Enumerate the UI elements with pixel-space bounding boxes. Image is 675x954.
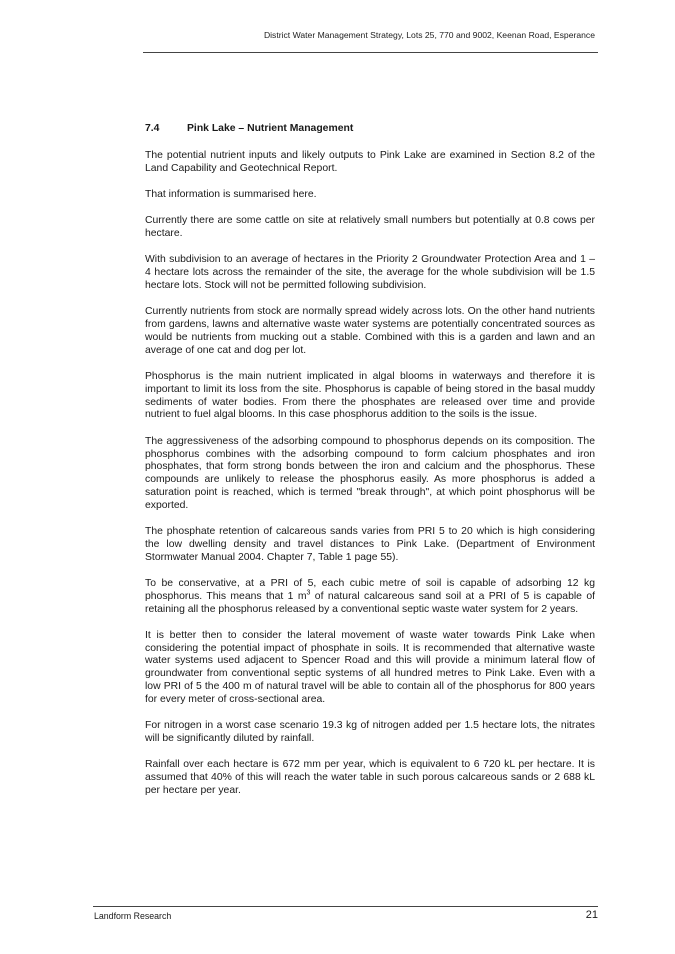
paragraph: For nitrogen in a worst case scenario 19.3 kg of nitrogen added per 1.5 hectare lots, the nitrates will be significantly diluted by rainfall. <box>145 720 595 744</box>
superscript: 3 <box>306 589 311 597</box>
running-header: District Water Management Strategy, Lots 25, 770 and 9002, Keenan Road, Esperance <box>263 30 595 40</box>
paragraph: It is better then to consider the lateral movement of waste water towards Pink Lake when considering the potential impact of phosphate in soils. It is recommended that alternative waste water systems used adjacent to Spencer Road and this will provide a minimum lateral flow of groundwater from conventional septic systems of all hundred metres to Pink Lake. Even with a low PRI of 5 the 400 m of natural travel will be able to contain all of the phosphorus for 800 years for every meter of cross-sectional area. <box>145 629 595 705</box>
paragraph: The phosphate retention of calcareous sands varies from PRI 5 to 20 which is high considering the low dwelling density and travel distances to Pink Lake. (Department of Environment Stormwater Manual 2004. Chapter 7, Table 1 page 55). <box>145 526 595 563</box>
paragraph: That information is summarised here. <box>145 189 317 201</box>
section-number: 7.4 <box>145 123 160 134</box>
paragraph: The potential nutrient inputs and likely outputs to Pink Lake are examined in Section 8.2 of the Land Capability and Geotechnical Report. <box>145 150 595 174</box>
paragraph: The aggressiveness of the adsorbing compound to phosphorus depends on its composition. The phosphorus combines with the adsorbing compound to form calcium phosphates and iron phosphates, that form strong bonds between the iron and calcium and the phosphorus. These compounds are unlikely to release the phosphorus easily. As more phosphorus is added a saturation point is reached, which is termed "break through", at which point phosphorus will be exported. <box>145 435 595 511</box>
footer-divider <box>93 906 598 907</box>
paragraph: Currently nutrients from stock are normally spread widely across lots. On the other hand nutrients from gardens, lawns and alternative waste water systems are potentially concentrated sources as would be nutrients from mucking out a stable. Combined with this is a garden and lawn and an average of one cat and dog per lot. <box>145 306 595 356</box>
footer-author: Landform Research <box>94 911 172 921</box>
section-heading <box>145 122 595 135</box>
paragraph: Phosphorus is the main nutrient implicated in algal blooms in waterways and therefore it is important to limit its loss from the site. Phosphorus is capable of being stored in the basal muddy sediments of water bodies. From there the phosphates are released over time and provide nutrient to fuel algal blooms. In this case phosphorus addition to the soils is the issue. <box>145 371 595 421</box>
section-title: Pink Lake – Nutrient Management <box>187 123 354 134</box>
paragraph-text: of natural calcareous sand soil at a PRI of 5 is capable of retaining all the phosphorus released by a conventional septic waste water system for 2 years. <box>145 590 595 615</box>
page-body <box>145 122 595 811</box>
paragraph: Rainfall over each hectare is 672 mm per year, which is equivalent to 6 720 kL per hectare. It is assumed that 40% of this will reach the water table in such porous calcareous sands or 2 688 kL per hectare per year. <box>145 759 595 796</box>
paragraph-conservative <box>145 578 595 616</box>
header-divider <box>143 52 598 53</box>
paragraph-text: To be conservative, at a PRI of 5, each cubic metre of soil is capable of adsorbing 12 kg phosphorus. This means that 1 m <box>145 577 595 602</box>
paragraph: Currently there are some cattle on site at relatively small numbers but potentially at 0.8 cows per hectare. <box>145 215 595 240</box>
paragraph: With subdivision to an average of hectares in the Priority 2 Groundwater Protection Area and 1 – 4 hectare lots across the remainder of the site, the average for the whole subdivision will be 1.5 hectare lots. Stock will not be permitted following subdivision. <box>145 254 595 292</box>
page-number: 21 <box>585 909 598 921</box>
